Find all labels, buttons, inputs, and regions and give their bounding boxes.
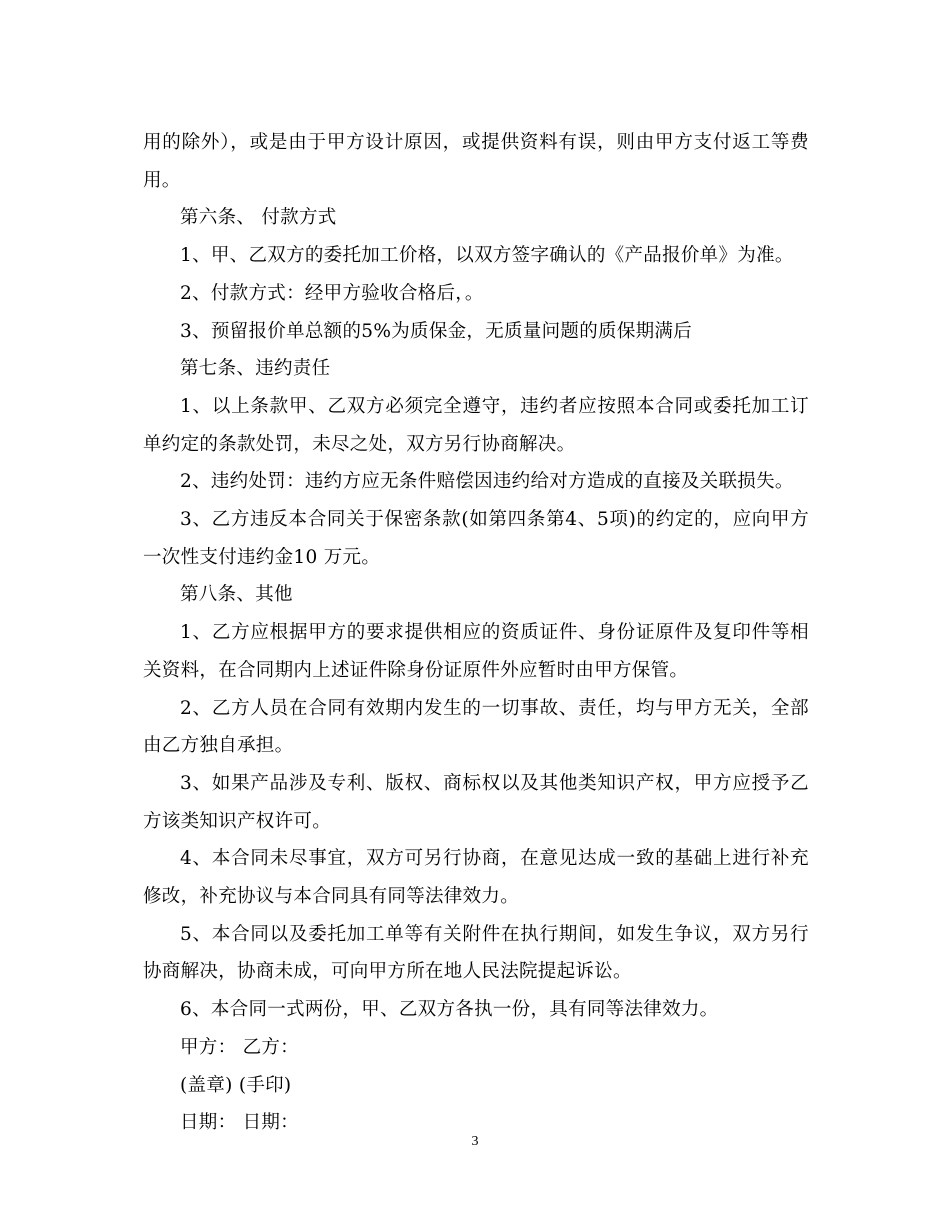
paragraph: 2、乙方人员在合同有效期内发生的一切事故、责任，均与甲方无关，全部由乙方独自承担。: [143, 697, 809, 757]
signature-seal-line: (盖章) (手印): [180, 1074, 292, 1096]
paragraph: 4、本合同未尽事宜，双方可另行协商，在意见达成一致的基础上进行补充修改，补充协议与本合同具有同等法律效力。: [143, 848, 809, 908]
paragraph: 1、乙方应根据甲方的要求提供相应的资质证件、身份证原件及复印件等相关资料，在合同期内上述证件除身份证原件外应暂时由甲方保管。: [143, 622, 809, 681]
page-number: 3: [471, 1134, 479, 1149]
paragraph: 2、违约处罚：违约方应无条件赔偿因违约给对方造成的直接及关联损失。: [180, 471, 794, 493]
paragraph: 6、本合同一式两份，甲、乙双方各执一份，具有同等法律效力。: [180, 999, 719, 1021]
section-heading: 第七条、违约责任: [180, 358, 331, 380]
document-body: [143, 124, 809, 1142]
paragraph: 2、付款方式：经甲方验收合格后，。: [180, 282, 484, 304]
paragraph: 5、本合同以及委托加工单等有关附件在执行期间，如发生争议，双方另行协商解决，协商未成，可向甲方所在地人民法院提起诉讼。: [143, 923, 809, 983]
paragraph: 3、乙方违反本合同关于保密条款(如第四条第4、5项)的约定的，应向甲方一次性支付违约金10 万元。: [143, 509, 809, 568]
paragraph: 1、甲、乙双方的委托加工价格，以双方签字确认的《产品报价单》为准。: [180, 245, 794, 267]
section-heading: 第八条、其他: [180, 584, 293, 606]
signature-date-line: 日期： 日期：: [180, 1112, 299, 1134]
paragraph: 用的除外），或是由于甲方设计原因，或提供资料有误，则由甲方支付返工等费用。: [143, 132, 809, 191]
paragraph: 3、预留报价单总额的5%为质保金，无质量问题的质保期满后: [180, 320, 693, 342]
signature-party-line: 甲方： 乙方：: [180, 1036, 299, 1058]
paragraph: 1、以上条款甲、乙双方必须完全遵守，违约者应按照本合同或委托加工订单约定的条款处罚，未尽之处，双方另行协商解决。: [143, 395, 809, 455]
section-heading: 第六条、 付款方式: [180, 207, 337, 229]
paragraph: 3、如果产品涉及专利、版权、商标权以及其他类知识产权，甲方应授予乙方该类知识产权许可。: [143, 772, 809, 832]
